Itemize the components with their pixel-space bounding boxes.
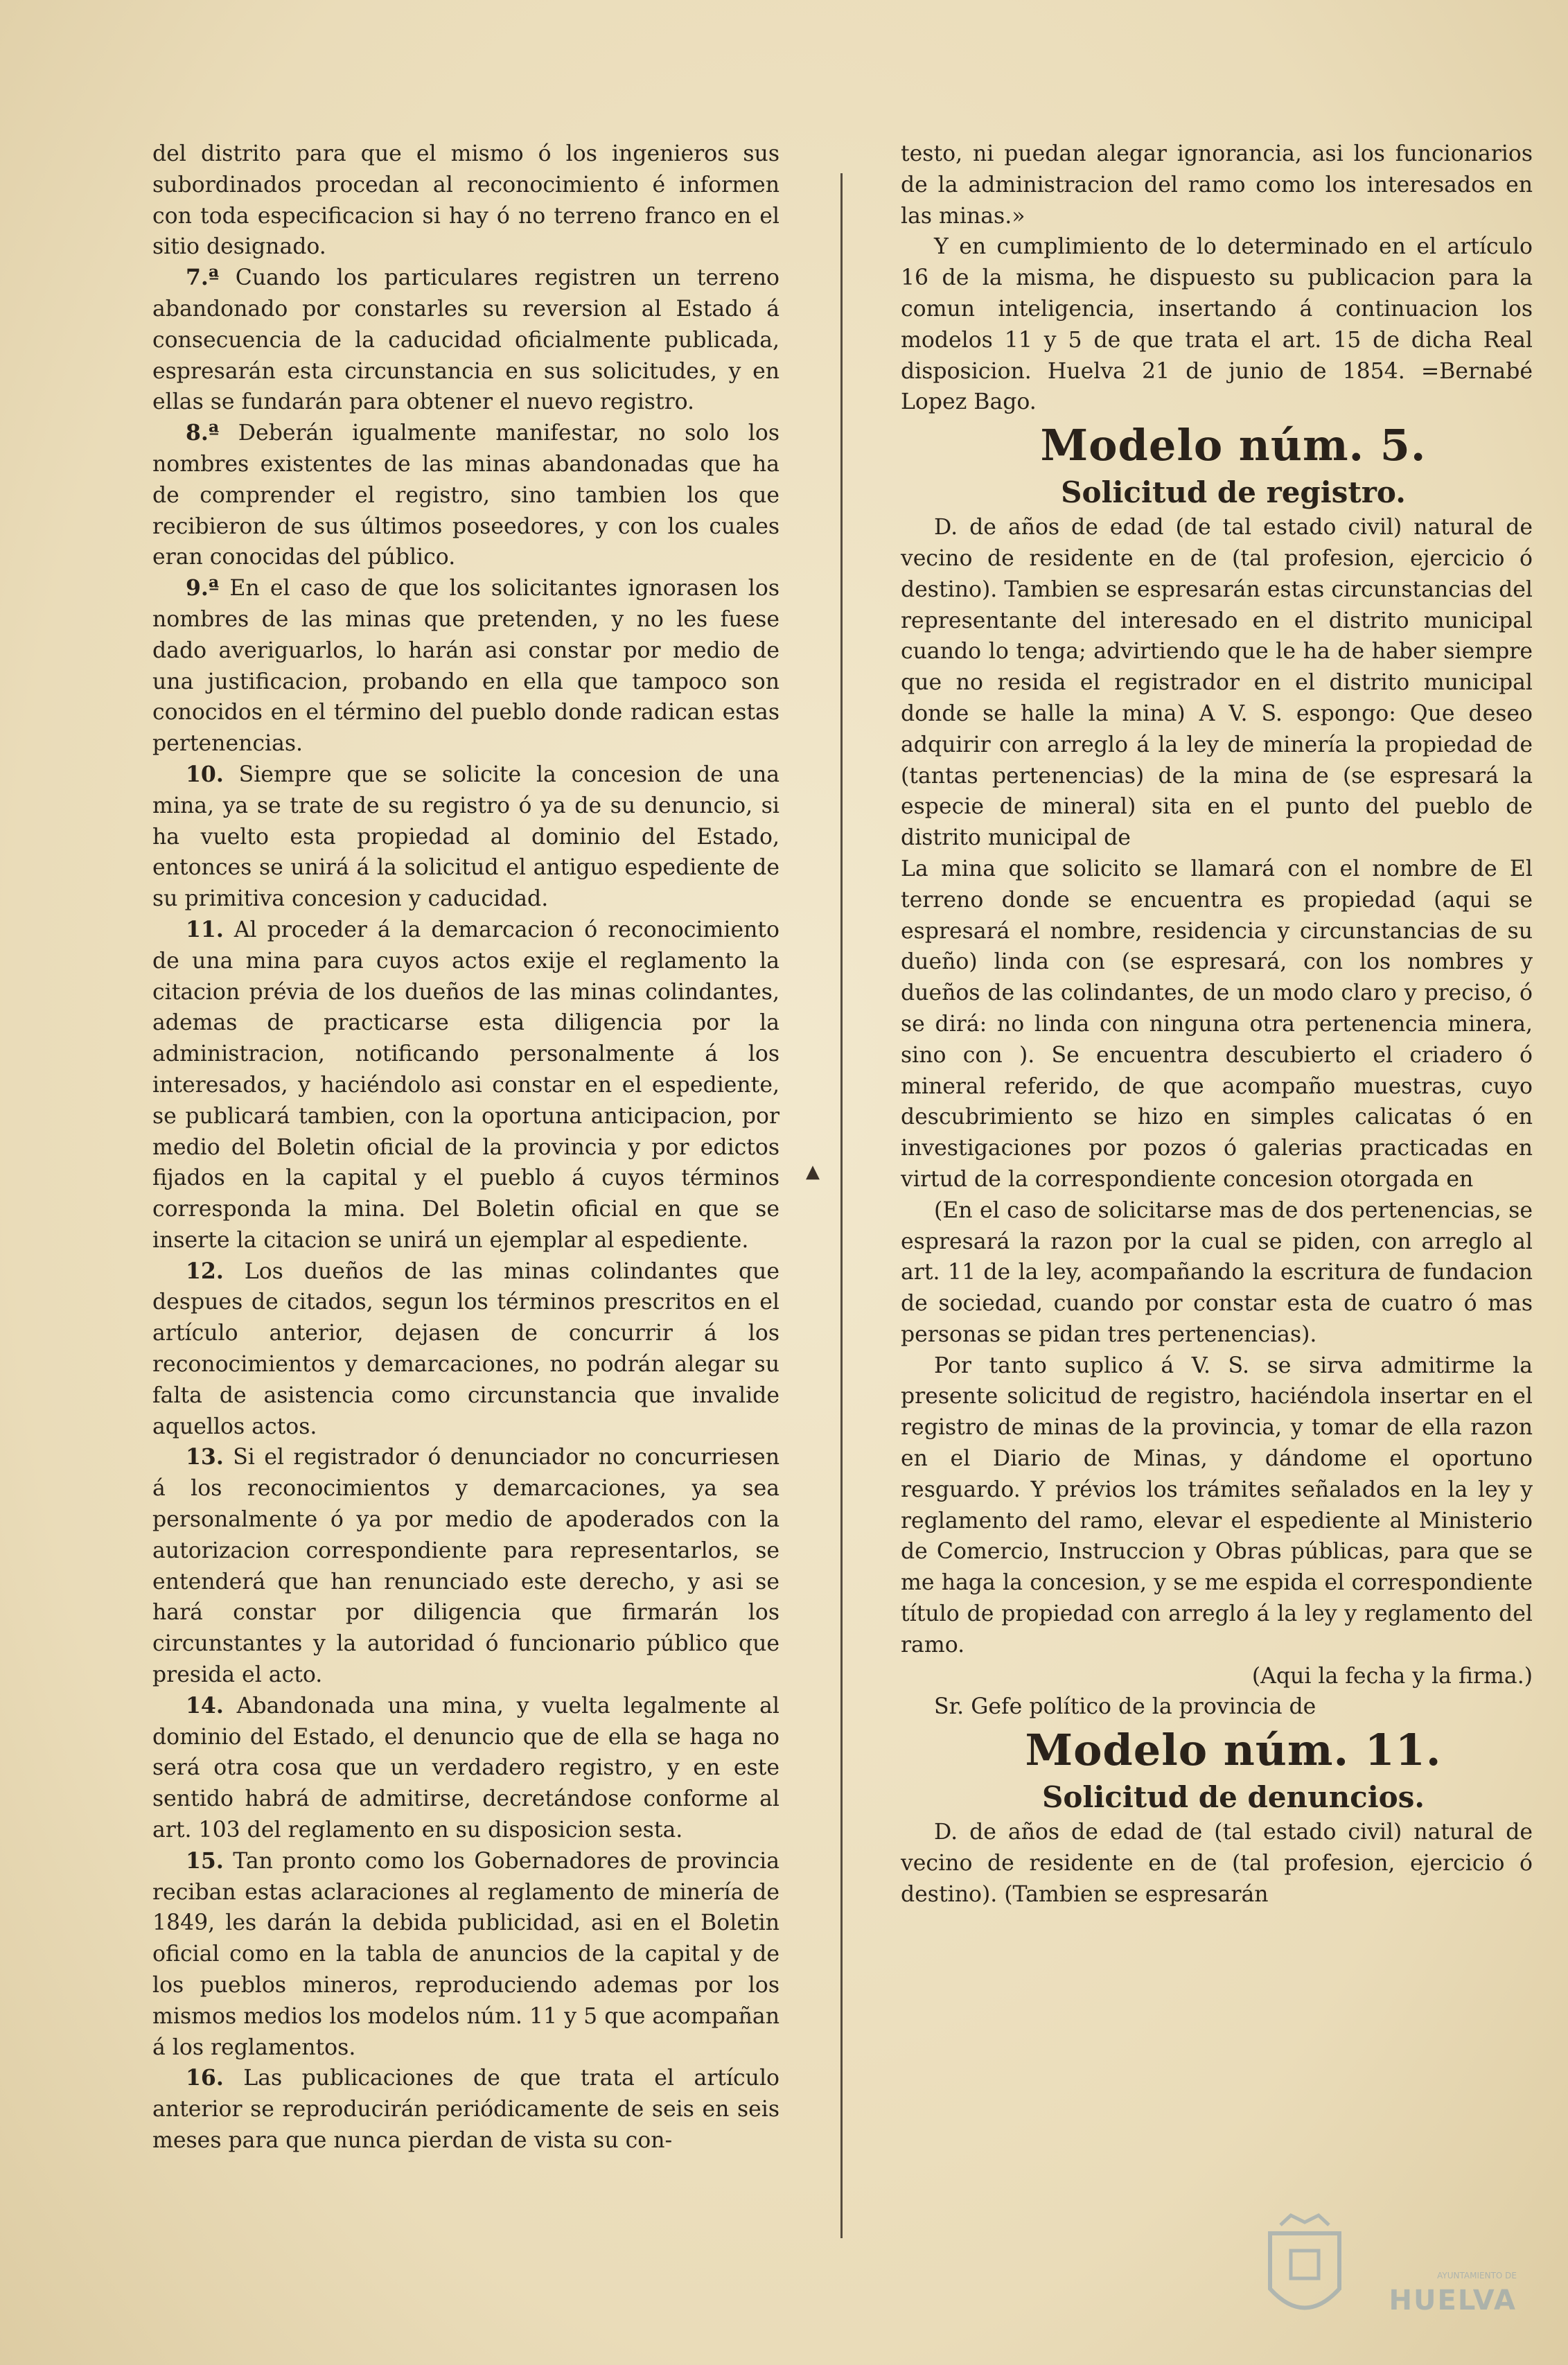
article-8 [152,418,779,573]
article-number: 8.ª [186,420,220,446]
paragraph-continuation: testo, ni puedan alegar ignorancia, asi los funcionarios de la administracion del ramo como los interesados en las minas.» [901,141,1533,229]
paragraph-continuation: del distrito para que el mismo ó los ingenieros sus subordinados procedan al reconocimiento é informen con toda especificacion si hay ó no terreno franco en el sitio designado. [152,141,779,260]
article-text: Los dueños de las minas colindantes que despues de citados, segun los términos prescritos en el artículo anterior, dejasen de concurrir á los reconocimientos y demarcaciones, no podrán alegar su falta de asistencia como circunstancia que invalide aquellos actos. [152,1258,779,1439]
article-15 [152,1846,779,2064]
ornament-icon: ▲ [806,1161,820,1182]
model-5-subtitle: Solicitud de registro. [1061,475,1406,510]
article-number: 13. [186,1444,224,1470]
article-14 [152,1691,779,1846]
article-number: 7.ª [186,265,220,291]
article-12 [152,1256,779,1443]
addressee-line: Sr. Gefe político de la provincia de [934,1694,1316,1720]
archive-watermark [1263,2206,1526,2337]
model-11-subtitle: Solicitud de denuncios. [1042,1780,1425,1815]
article-text: Siempre que se solicite la concesion de una mina, ya se trate de su registro ó ya de su denuncio, si ha vuelto esta propiedad al dominio del Estado, entonces se unirá á la solicitud el antiguo espediente de su primitiva concesion y caducidad. [152,762,780,912]
article-number: 16. [186,2065,224,2091]
article-number: 15. [186,1847,224,1874]
article-number: 9.ª [186,575,220,601]
article-number: 14. [186,1692,224,1718]
model-5-title: Modelo núm. 5. [1040,420,1427,471]
model-11-paragraph: D. de años de edad de (tal estado civil) natural de vecino de residente en de (tal profesion, ejercicio ó destino). (Tambien se espresarán [901,1820,1533,1907]
model-5-paragraph: Por tanto suplico á V. S. se sirva admitirme la presente solicitud de registro, haciéndola insertar en el registro de minas de la provincia, y tomar de ella razon en el Diario de Minas, y dándome el oportuno resguardo. Y prévios los trámites señalados en la ley y reglamento del ramo, elevar el espediente al Ministerio de Comercio, Instruccion y Obras públicas, para que se me haga la concesion, y se me espida el correspondiente título de propiedad con arreglo á la ley y reglamento del ramo. [901,1353,1533,1658]
signature-line: (Aqui la fecha y la firma.) [1251,1663,1533,1689]
article-number: 10. [186,761,224,787]
article-13 [152,1442,779,1690]
article-text: Cuando los particulares registren un terreno abandonado por constarles su reversion al Estado á consecuencia de la caducidad oficialmente publicada, espresarán esta circunstancia en sus solicitudes, y en ellas se fundarán para obtener el nuevo registro. [152,265,780,415]
model-11-title: Modelo núm. 11. [1025,1725,1442,1776]
article-number: 12. [186,1258,224,1284]
article-10 [152,759,779,915]
model-5-paragraph: D. de años de edad (de tal estado civil) natural de vecino de residente en de (tal profesion, ejercicio ó destino). Tambien se espresarán estas circunstancias del representante del interesado en el distrito municipal cuando lo tenga; advirtiendo que le ha de haber siempre que no resida el registrador en el distrito municipal donde se halle la mina) A V. S. espongo: Que deseo adquirir con arreglo á la ley de minería la propiedad de (tantas pertenencias) de la mina de (se espresará la especie de mineral) sita en el punto del pueblo de distrito municipal de [901,515,1533,851]
article-16 [152,2063,779,2156]
left-column [152,139,779,2156]
article-7 [152,263,779,418]
article-9 [152,573,779,759]
article-text: Deberán igualmente manifestar, no solo los nombres existentes de las minas abandonadas que ha de comprender el registro, sino tambien los que recibieron de sus últimos poseedores, y con los cuales eran conocidas del público. [152,421,780,570]
coat-of-arms-icon [1263,2213,1346,2330]
article-11 [152,915,779,1256]
publication-notice: Y en cumplimiento de lo determinado en el artículo 16 de la misma, he dispuesto su publicacion para la comun inteligencia, insertando á continuacion los modelos 11 y 5 de que trata el art. 15 de dicha Real disposicion. Huelva 21 de junio de 1854. =Bernabé Lopez Bago. [901,234,1533,415]
model-5-paragraph: (En el caso de solicitarse mas de dos pertenencias, se espresará la razon por la cual se piden, con arreglo al art. 11 de la ley, acompañando la escritura de fundacion de sociedad, cuando por constar esta de cuatro ó mas personas se pidan tres pertenencias). [901,1197,1533,1347]
watermark-text: HUELVA [1389,2285,1517,2316]
right-column [901,139,1533,1910]
watermark-subtext: AYUNTAMIENTO DE [1437,2271,1517,2280]
article-number: 11. [186,916,224,942]
article-text: Si el registrador ó denunciador no concurriesen á los reconocimientos y demarcaciones, ya sea personalmente ó ya por medio de apoderados con la autorizacion correspondiente para representarlos, se entenderá que han renunciado este derecho, y asi se hará constar por diligencia que firmarán los circunstantes y la autoridad ó funcionario público que presida el acto. [152,1445,779,1688]
article-text: Tan pronto como los Gobernadores de provincia reciban estas aclaraciones al reglamento de minería de 1849, les darán la debida publicidad, asi en el Boletin oficial como en la tabla de anuncios de la capital y de los pueblos mineros, reproduciendo ademas por los mismos medios los modelos núm. 11 y 5 que acompañan á los reglamentos. [152,1848,780,2060]
article-text: Las publicaciones de que trata el artículo anterior se reproducirán periódicamente de seis en seis meses para que nunca pierdan de vista su con- [152,2066,779,2153]
column-divider [840,173,843,2238]
model-5-paragraph: La mina que solicito se llamará con el nombre de El terreno donde se encuentra es propiedad (aqui se espresará el nombre, residencia y circunstancias de su dueño) linda con (se espresará, con los nombres y dueños de las colindantes, de un modo claro y preciso, ó se dirá: no linda con ninguna otra pertenencia minera, sino con ). Se encuentra descubierto el criadero ó mineral referido, de que acompaño muestras, cuyo descubrimiento se hizo en simples calicatas ó en investigaciones por pozos ó galerias practicadas en virtud de la correspondiente concesion otorgada en [901,856,1533,1192]
article-text: En el caso de que los solicitantes ignorasen los nombres de las minas que pretenden, y no les fuese dado averiguarlos, lo harán asi constar por medio de una justificacion, probando en ella que tampoco son conocidos en el término del pueblo donde radican estas pertenencias. [152,576,780,757]
article-text: Al proceder á la demarcacion ó reconocimiento de una mina para cuyos actos exije el reglamento la citacion prévia de los dueños de las minas colindantes, ademas de practicarse esta diligencia por la administracion, notificando personalmente á los interesados, y haciéndolo asi constar en el espediente, se publicará tambien, con la oportuna anticipacion, por medio del Boletin oficial de la provincia y por edictos fijados en la capital y el pueblo á cuyos términos corresponda la mina. Del Boletin oficial en que se inserte la citacion se unirá un ejemplar al espediente. [152,917,779,1253]
article-text: Abandonada una mina, y vuelta legalmente al dominio del Estado, el denuncio que de ella se haga no será otra cosa que un verdadero registro, y en este sentido habrá de admitirse, decretándose conforme al art. 103 del reglamento en su disposicion sesta. [152,1693,779,1843]
